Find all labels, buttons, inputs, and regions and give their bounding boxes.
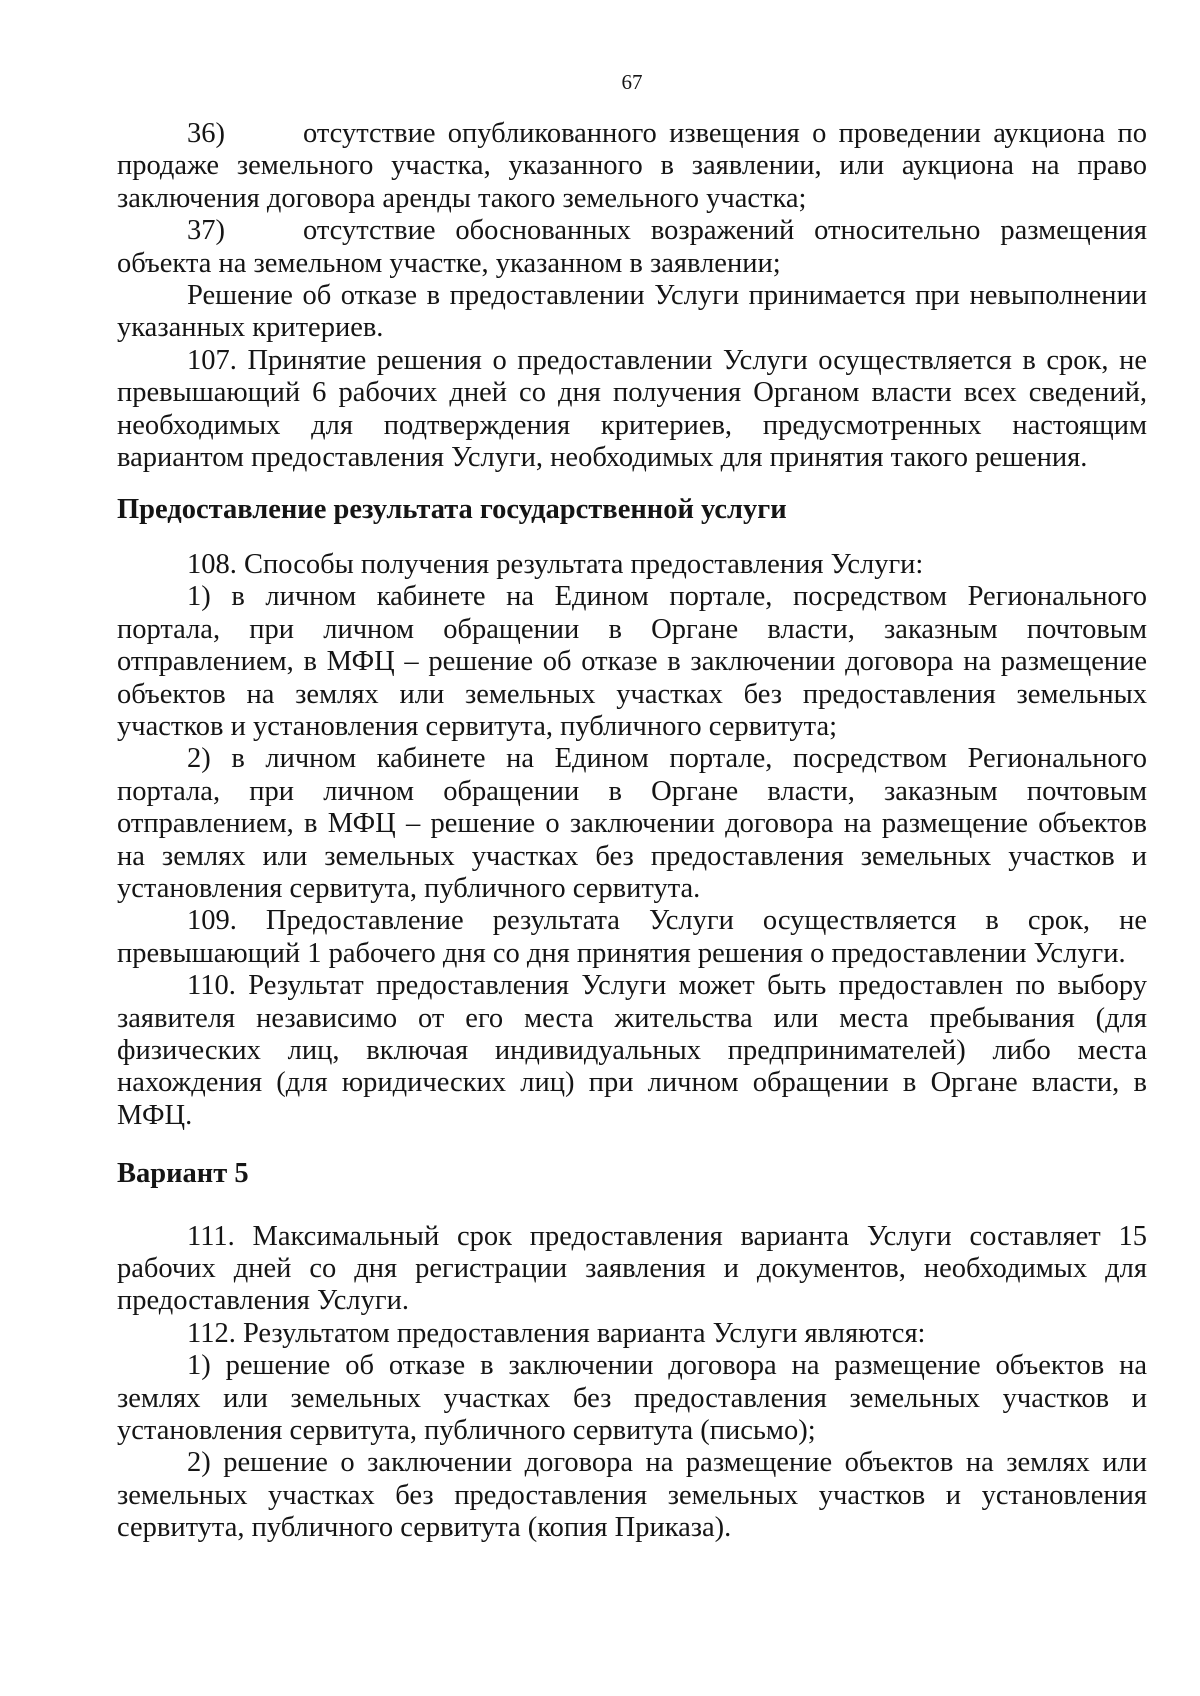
- paragraph-108-item-2: 2) в личном кабинете на Едином портале, посредством Регионального портала, при личном обращении в Органе власти, заказным почтовым отправлением, в МФЦ – решение о заключении договора на размещение объектов на землях или земельных участках без предоставления земельных участков и установления сервитута, публичного сервитута.: [117, 743, 1147, 904]
- section-heading-result: Предоставление результата государственной услуги: [117, 494, 787, 526]
- paragraph-item-36: [117, 118, 1147, 215]
- document-page: [117, 0, 1147, 1696]
- paragraph-111: 111. Максимальный срок предоставления варианта Услуги составляет 15 рабочих дней со дня регистрации заявления и документов, необходимых для предоставления Услуги.: [117, 1220, 1147, 1317]
- paragraph-item-37: [117, 215, 1147, 280]
- document-body: [117, 118, 1147, 1545]
- paragraph-text: отсутствие обоснованных возражений относительно размещения объекта на земельном участке, указанном в заявлении;: [117, 215, 1147, 279]
- paragraph-text: отсутствие опубликованного извещения о проведении аукциона по продаже земельного участка, указанного в заявлении, или аукциона на право заключения договора аренды такого земельного участка;: [117, 118, 1147, 214]
- paragraph-refusal-decision: Решение об отказе в предоставлении Услуги принимается при невыполнении указанных критериев.: [117, 280, 1147, 344]
- item-number: 37): [187, 215, 225, 247]
- paragraph-112: 112. Результатом предоставления варианта Услуги являются:: [187, 1317, 926, 1349]
- page-number: 67: [621, 70, 643, 94]
- paragraph-108: 108. Способы получения результата предоставления Услуги:: [187, 548, 924, 580]
- paragraph-109: 109. Предоставление результата Услуги осуществляется в срок, не превышающий 1 рабочего дня со дня принятия решения о предоставлении Услуги.: [117, 905, 1147, 969]
- paragraph-108-item-1: 1) в личном кабинете на Едином портале, посредством Регионального портала, при личном обращении в Органе власти, заказным почтовым отправлением, в МФЦ – решение об отказе в заключении договора на размещение объектов на землях или земельных участках без предоставления земельных участков и установления сервитута, публичного сервитута;: [117, 581, 1147, 742]
- section-heading-variant: Вариант 5: [117, 1158, 249, 1190]
- item-number: 36): [187, 118, 225, 149]
- paragraph-112-item-1: 1) решение об отказе в заключении договора на размещение объектов на землях или земельных участках без предоставления земельных участков и установления сервитута, публичного сервитута (письмо);: [117, 1350, 1147, 1447]
- paragraph-107: 107. Принятие решения о предоставлении Услуги осуществляется в срок, не превышающий 6 рабочих дней со дня получения Органом власти всех сведений, необходимых для подтверждения критериев, предусмотренных настоящим вариантом предоставления Услуги, необходимых для принятия такого решения.: [117, 344, 1147, 474]
- paragraph-110: 110. Результат предоставления Услуги может быть предоставлен по выбору заявителя независимо от его места жительства или места пребывания (для физических лиц, включая индивидуальных предпринимателей) либо места нахождения (для юридических лиц) при личном обращении в Органе власти, в МФЦ.: [117, 970, 1147, 1131]
- paragraph-112-item-2: 2) решение о заключении договора на размещение объектов на землях или земельных участках без предоставления земельных участков и установления сервитута, публичного сервитута (копия Приказа).: [117, 1447, 1147, 1544]
